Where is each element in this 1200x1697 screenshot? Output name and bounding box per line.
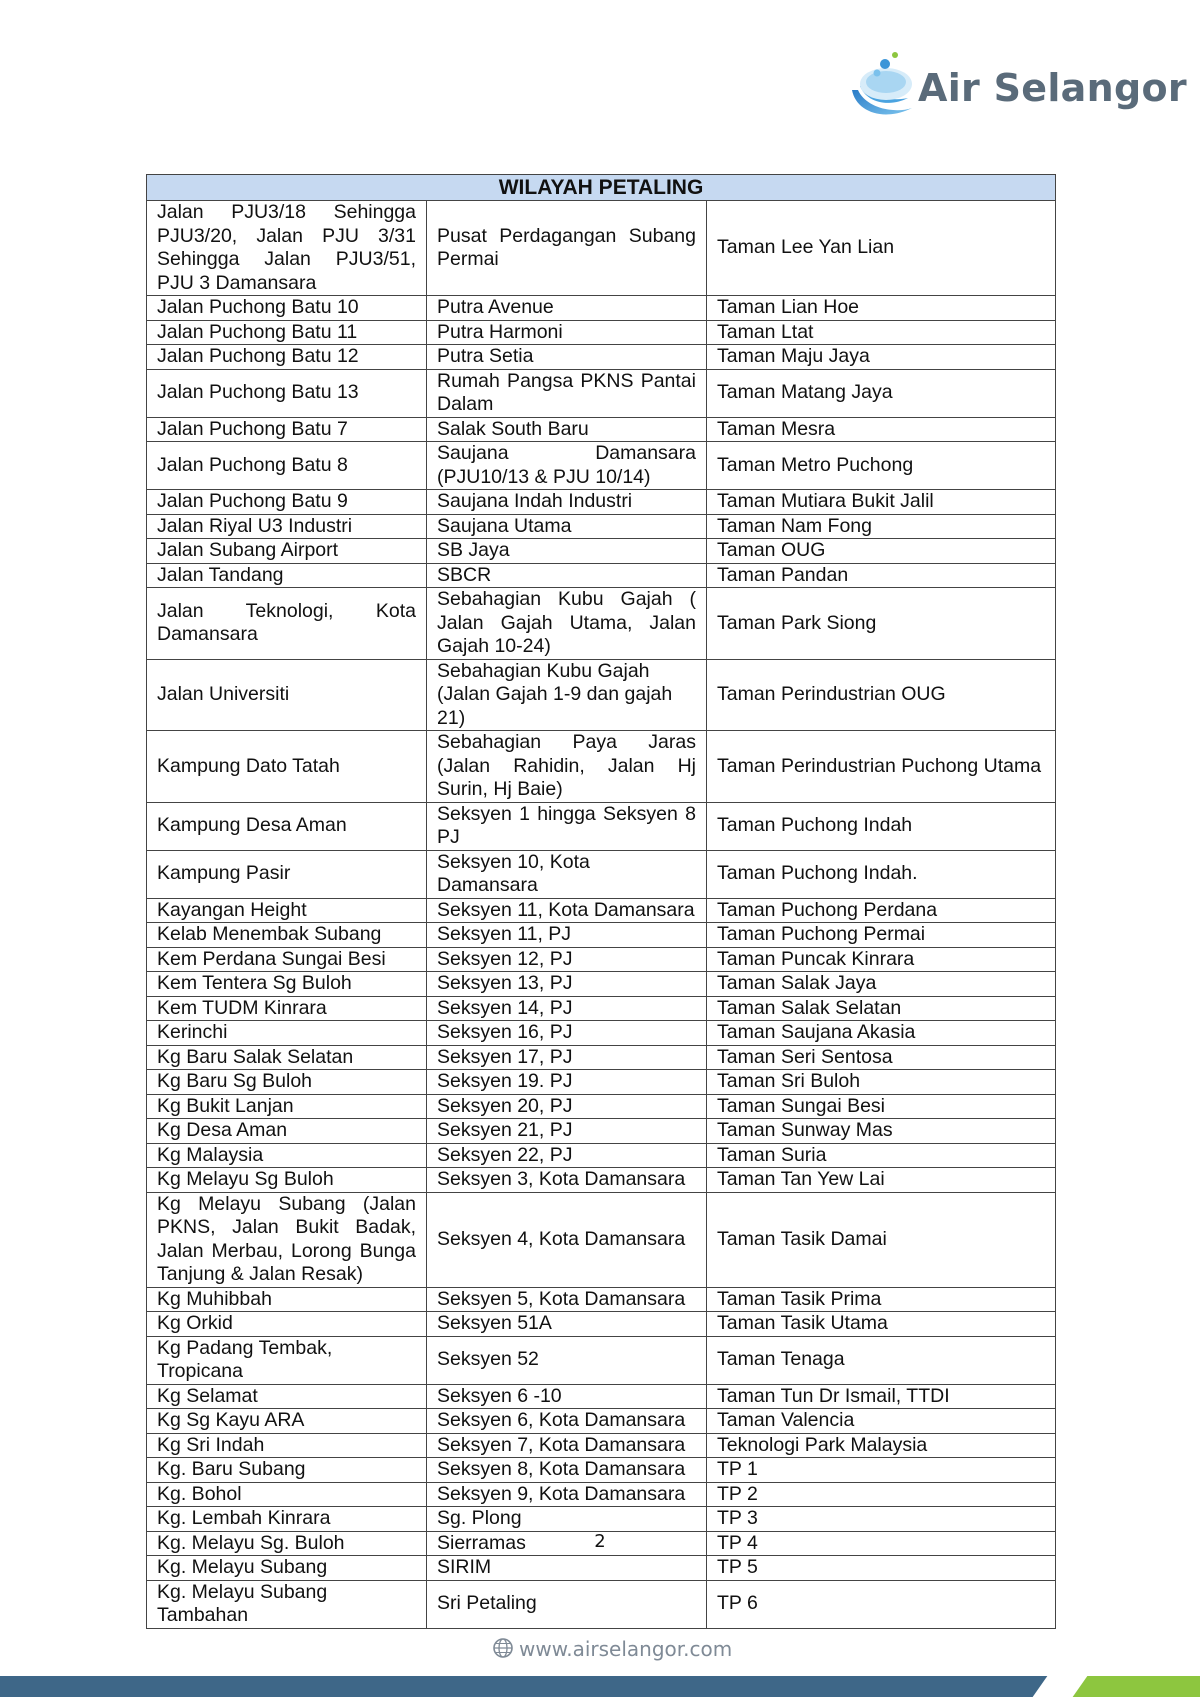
table-cell: Taman Valencia	[707, 1409, 1056, 1434]
table-cell: Taman Saujana Akasia	[707, 1021, 1056, 1046]
table-body	[147, 201, 1056, 1629]
table-cell: Seksyen 11, PJ	[427, 923, 707, 948]
table-cell: Jalan Riyal U3 Industri	[147, 514, 427, 539]
table-cell: Taman Ltat	[707, 320, 1056, 345]
table-row	[147, 1119, 1056, 1144]
table-row	[147, 320, 1056, 345]
table-cell: Teknologi Park Malaysia	[707, 1433, 1056, 1458]
table-cell: Seksyen 8, Kota Damansara	[427, 1458, 707, 1483]
table-cell: Taman Salak Jaya	[707, 972, 1056, 997]
table-cell: Taman Puchong Indah	[707, 802, 1056, 850]
table-cell: Taman Park Siong	[707, 588, 1056, 660]
table-cell: Kg. Bohol	[147, 1482, 427, 1507]
table-cell: Kg Bukit Lanjan	[147, 1094, 427, 1119]
table-cell: Taman Matang Jaya	[707, 369, 1056, 417]
table-cell: Seksyen 6, Kota Damansara	[427, 1409, 707, 1434]
table-row	[147, 731, 1056, 803]
table-row	[147, 514, 1056, 539]
table-row	[147, 345, 1056, 370]
table-row	[147, 1458, 1056, 1483]
table-row	[147, 1094, 1056, 1119]
table-cell: Jalan Puchong Batu 12	[147, 345, 427, 370]
table-cell: SIRIM	[427, 1556, 707, 1581]
table-cell: Kampung Dato Tatah	[147, 731, 427, 803]
table-cell: Taman Puchong Perdana	[707, 898, 1056, 923]
table-cell: Seksyen 11, Kota Damansara	[427, 898, 707, 923]
table-cell: Taman OUG	[707, 539, 1056, 564]
table-row	[147, 417, 1056, 442]
table-cell: Taman Nam Fong	[707, 514, 1056, 539]
table-row	[147, 539, 1056, 564]
table-row	[147, 588, 1056, 660]
table-cell: Taman Perindustrian OUG	[707, 659, 1056, 731]
table-cell: Seksyen 10, Kota Damansara	[427, 850, 707, 898]
table-cell: Taman Sungai Besi	[707, 1094, 1056, 1119]
table-row	[147, 802, 1056, 850]
table-cell: Seksyen 21, PJ	[427, 1119, 707, 1144]
table-cell: TP 2	[707, 1482, 1056, 1507]
table-cell: Taman Mutiara Bukit Jalil	[707, 490, 1056, 515]
table-cell: Kg Malaysia	[147, 1143, 427, 1168]
table-cell: Kg. Melayu Sg. Buloh	[147, 1531, 427, 1556]
table-row	[147, 490, 1056, 515]
table-row	[147, 1045, 1056, 1070]
table-row	[147, 1070, 1056, 1095]
table-cell: Jalan Puchong Batu 11	[147, 320, 427, 345]
table-cell: Sri Petaling	[427, 1580, 707, 1628]
table-cell: Salak South Baru	[427, 417, 707, 442]
table-row	[147, 898, 1056, 923]
table-cell: TP 1	[707, 1458, 1056, 1483]
table-cell: Kg Muhibbah	[147, 1287, 427, 1312]
table-cell: Kerinchi	[147, 1021, 427, 1046]
table-cell: Taman Lee Yan Lian	[707, 201, 1056, 296]
table-cell: SB Jaya	[427, 539, 707, 564]
table-cell: Seksyen 17, PJ	[427, 1045, 707, 1070]
table-cell: Jalan Puchong Batu 7	[147, 417, 427, 442]
footer-url[interactable]: www.airselangor.com	[519, 1637, 733, 1661]
table-cell: Sebahagian Kubu Gajah (Jalan Gajah 1-9 dan gajah 21)	[427, 659, 707, 731]
table-cell: Sg. Plong	[427, 1507, 707, 1532]
table-cell: Taman Metro Puchong	[707, 442, 1056, 490]
table-row	[147, 369, 1056, 417]
table-cell: Taman Salak Selatan	[707, 996, 1056, 1021]
table-row	[147, 947, 1056, 972]
table-cell: Taman Maju Jaya	[707, 345, 1056, 370]
table-row	[147, 1580, 1056, 1628]
table-cell: Jalan Tandang	[147, 563, 427, 588]
page-number: 2	[594, 1531, 606, 1552]
table-cell: Putra Harmoni	[427, 320, 707, 345]
table-cell: Saujana Utama	[427, 514, 707, 539]
table-cell: Taman Pandan	[707, 563, 1056, 588]
table-row	[147, 442, 1056, 490]
table-title: WILAYAH PETALING	[147, 175, 1056, 201]
table-cell: Saujana Damansara (PJU10/13 & PJU 10/14)	[427, 442, 707, 490]
brand-name: Air Selangor	[918, 66, 1187, 110]
table-cell: Taman Tasik Prima	[707, 1287, 1056, 1312]
table-cell: Kg Melayu Subang (Jalan PKNS, Jalan Bukit Badak, Jalan Merbau, Lorong Bunga Tanjung & Jalan Resak)	[147, 1192, 427, 1287]
table-row	[147, 201, 1056, 296]
table-cell: Taman Puchong Permai	[707, 923, 1056, 948]
table-cell: Kg Orkid	[147, 1312, 427, 1337]
table-cell: Kem TUDM Kinrara	[147, 996, 427, 1021]
table-cell: Kg Padang Tembak, Tropicana	[147, 1336, 427, 1384]
table-cell: Jalan Puchong Batu 8	[147, 442, 427, 490]
table-cell: Jalan Puchong Batu 9	[147, 490, 427, 515]
table-row	[147, 659, 1056, 731]
table-cell: Kg Desa Aman	[147, 1119, 427, 1144]
table-cell: Seksyen 6 -10	[427, 1384, 707, 1409]
table-cell: Saujana Indah Industri	[427, 490, 707, 515]
table-cell: Kg. Lembah Kinrara	[147, 1507, 427, 1532]
table-row	[147, 1021, 1056, 1046]
table-cell: Seksyen 3, Kota Damansara	[427, 1168, 707, 1193]
table-cell: Kg. Melayu Subang	[147, 1556, 427, 1581]
table-row	[147, 1143, 1056, 1168]
table-cell: Kem Perdana Sungai Besi	[147, 947, 427, 972]
table-cell: Putra Setia	[427, 345, 707, 370]
table-cell: Taman Perindustrian Puchong Utama	[707, 731, 1056, 803]
table-row	[147, 850, 1056, 898]
table-cell: Kg Sri Indah	[147, 1433, 427, 1458]
table-cell: Jalan Teknologi, Kota Damansara	[147, 588, 427, 660]
table-row	[147, 972, 1056, 997]
table-cell: Seksyen 5, Kota Damansara	[427, 1287, 707, 1312]
table-cell: Jalan Subang Airport	[147, 539, 427, 564]
table-row	[147, 1556, 1056, 1581]
table-cell: Seksyen 1 hingga Seksyen 8 PJ	[427, 802, 707, 850]
table-cell: Kem Tentera Sg Buloh	[147, 972, 427, 997]
table-cell: Kelab Menembak Subang	[147, 923, 427, 948]
table-cell: Taman Tan Yew Lai	[707, 1168, 1056, 1193]
table-cell: Kampung Pasir	[147, 850, 427, 898]
table-cell: Kg Selamat	[147, 1384, 427, 1409]
table-cell: Taman Tun Dr Ismail, TTDI	[707, 1384, 1056, 1409]
table-row	[147, 1507, 1056, 1532]
table-cell: Taman Puchong Indah.	[707, 850, 1056, 898]
table-cell: Sebahagian Kubu Gajah ( Jalan Gajah Utama, Jalan Gajah 10-24)	[427, 588, 707, 660]
table-row	[147, 1433, 1056, 1458]
table-cell: Kg Melayu Sg Buloh	[147, 1168, 427, 1193]
table-cell: Seksyen 19. PJ	[427, 1070, 707, 1095]
table-row	[147, 1482, 1056, 1507]
table-cell: Seksyen 7, Kota Damansara	[427, 1433, 707, 1458]
table-cell: Rumah Pangsa PKNS Pantai Dalam	[427, 369, 707, 417]
table-cell: Seksyen 20, PJ	[427, 1094, 707, 1119]
table-cell: Seksyen 13, PJ	[427, 972, 707, 997]
table-row	[147, 1409, 1056, 1434]
table-cell: Seksyen 4, Kota Damansara	[427, 1192, 707, 1287]
table-row	[147, 1336, 1056, 1384]
table-cell: SBCR	[427, 563, 707, 588]
table-row	[147, 1168, 1056, 1193]
table-cell: Taman Tasik Damai	[707, 1192, 1056, 1287]
table-cell: Seksyen 12, PJ	[427, 947, 707, 972]
table-row	[147, 1384, 1056, 1409]
table-row	[147, 996, 1056, 1021]
table-cell: TP 5	[707, 1556, 1056, 1581]
table-row	[147, 563, 1056, 588]
table-row	[147, 1312, 1056, 1337]
table-cell: Taman Tasik Utama	[707, 1312, 1056, 1337]
table-cell: Taman Puncak Kinrara	[707, 947, 1056, 972]
table-cell: Kg Sg Kayu ARA	[147, 1409, 427, 1434]
table-cell: Kampung Desa Aman	[147, 802, 427, 850]
table-cell: TP 6	[707, 1580, 1056, 1628]
table-cell: Seksyen 16, PJ	[427, 1021, 707, 1046]
table-cell: Taman Seri Sentosa	[707, 1045, 1056, 1070]
area-table	[146, 174, 1056, 1629]
table-cell: Seksyen 51A	[427, 1312, 707, 1337]
table-row	[147, 1192, 1056, 1287]
table-cell: Kayangan Height	[147, 898, 427, 923]
table-cell: Taman Sri Buloh	[707, 1070, 1056, 1095]
table-cell: Jalan Puchong Batu 13	[147, 369, 427, 417]
table-row	[147, 923, 1056, 948]
table-cell: Sebahagian Paya Jaras (Jalan Rahidin, Jalan Hj Surin, Hj Baie)	[427, 731, 707, 803]
table-row	[147, 296, 1056, 321]
table-cell: Kg. Melayu Subang Tambahan	[147, 1580, 427, 1628]
table-row	[147, 1287, 1056, 1312]
table-cell: Kg Baru Salak Selatan	[147, 1045, 427, 1070]
table-cell: Taman Sunway Mas	[707, 1119, 1056, 1144]
table-cell: Putra Avenue	[427, 296, 707, 321]
table-cell: Taman Suria	[707, 1143, 1056, 1168]
table-cell: Kg. Baru Subang	[147, 1458, 427, 1483]
table-cell: Sierramas	[427, 1531, 707, 1556]
table-cell: Kg Baru Sg Buloh	[147, 1070, 427, 1095]
footer-bar-blue	[0, 1676, 1070, 1697]
table-cell: Seksyen 52	[427, 1336, 707, 1384]
table-cell: TP 3	[707, 1507, 1056, 1532]
table-cell: Jalan PJU3/18 Sehingga PJU3/20, Jalan PJU 3/31 Sehingga Jalan PJU3/51, PJU 3 Damansara	[147, 201, 427, 296]
table-cell: Seksyen 14, PJ	[427, 996, 707, 1021]
table-cell: Seksyen 9, Kota Damansara	[427, 1482, 707, 1507]
table-cell: Taman Mesra	[707, 417, 1056, 442]
table-cell: Jalan Universiti	[147, 659, 427, 731]
table-cell: Taman Tenaga	[707, 1336, 1056, 1384]
table-cell: Pusat Perdagangan Subang Permai	[427, 201, 707, 296]
table-cell: Taman Lian Hoe	[707, 296, 1056, 321]
table-cell: Seksyen 22, PJ	[427, 1143, 707, 1168]
table-cell: TP 4	[707, 1531, 1056, 1556]
table-cell: Jalan Puchong Batu 10	[147, 296, 427, 321]
